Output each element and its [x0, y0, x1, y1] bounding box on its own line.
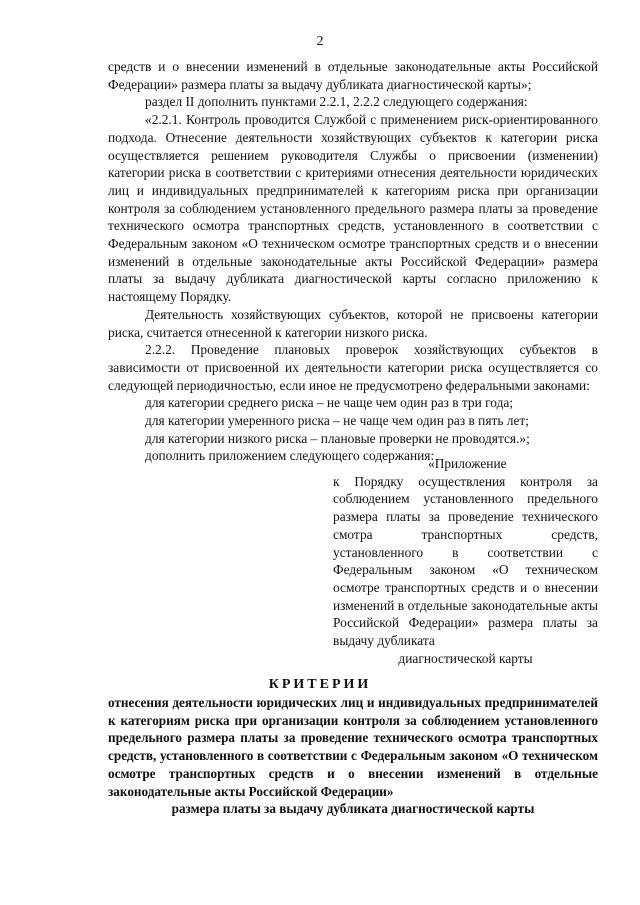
criteria-subtitle [108, 694, 598, 818]
criteria-subtitle-body: отнесения деятельности юридических лиц и индивидуальных предпринимателей к категориям риска при организации контроля за соблюдением установленного предельного размера платы за проведение технического осмотра транспортных средств, установленного в соответствии с Федеральным законом «О техническом осмотре транспортных средств и о внесении изменений в отдельные законодательные акты Российской Федерации» [108, 695, 598, 799]
appendix-text-end: диагностической карты [398, 650, 533, 666]
page-number: 2 [316, 34, 324, 49]
list-item: для категории низкого риска – плановые проверки не проводятся.»; [145, 430, 530, 446]
paragraph: дополнить приложением следующего содержания: [145, 448, 435, 464]
appendix-heading: «Приложение [428, 456, 507, 471]
appendix-text: к Порядку осуществления контроля за соблюдением установленного предельного размера платы за проведение технического смотра транспортных средств, установленного в соответствии с Федеральным законом «О техническом осмотре транспортных средств и о внесении изменений в отдельные законодательные акты Российской Федерации» размера платы за выдачу дубликата [333, 473, 598, 649]
paragraph: Деятельность хозяйствующих субъектов, которой не присвоены категории риска, считается отнесенной к категории низкого риска. [108, 306, 598, 340]
paragraph: средств и о внесении изменений в отдельные законодательные акты Российской Федерации» размера платы за выдачу дубликата диагностической карты»; [108, 59, 598, 92]
paragraph: 2.2.2. Проведение плановых проверок хозяйствующих субъектов в зависимости от присвоенной их деятельности категории риска осуществляется со следующей периодичностью, если иное не предусмотрено федеральными законами: [108, 342, 598, 393]
main-text [108, 58, 598, 465]
paragraph: раздел II дополнить пунктами 2.2.1, 2.2.2 следующего содержания: [145, 94, 528, 110]
list-item: для категории среднего риска – не чаще чем один раз в три года; [145, 395, 514, 411]
criteria-subtitle-end: размера платы за выдачу дубликата диагностической карты [171, 801, 535, 817]
criteria-title: КРИТЕРИИ [268, 677, 372, 692]
list-item: для категории умеренного риска – не чаще чем один раз в пять лет; [145, 413, 529, 429]
paragraph: «2.2.1. Контроль проводится Службой с применением риск-ориентированного подхода. Отнесение деятельности хозяйствующих субъектов к категории риска осуществляется решением руководителя Службы о присвоении (изменении) категории риска в соответствии с критериями отнесения деятельности юридических лиц и индивидуальных предпринимателей к категориям риска при организации контроля за соблюдением установленного предельного размера платы за проведение технического осмотра транспортных средств, установленного в соответствии с Федеральным законом «О техническом осмотре транспортных средств и о внесении изменений в отдельные законодательные акты Российской Федерации» размера платы за выдачу дубликата диагностической карты согласно приложению к настоящему Порядку. [108, 112, 598, 305]
appendix-block [333, 455, 598, 667]
